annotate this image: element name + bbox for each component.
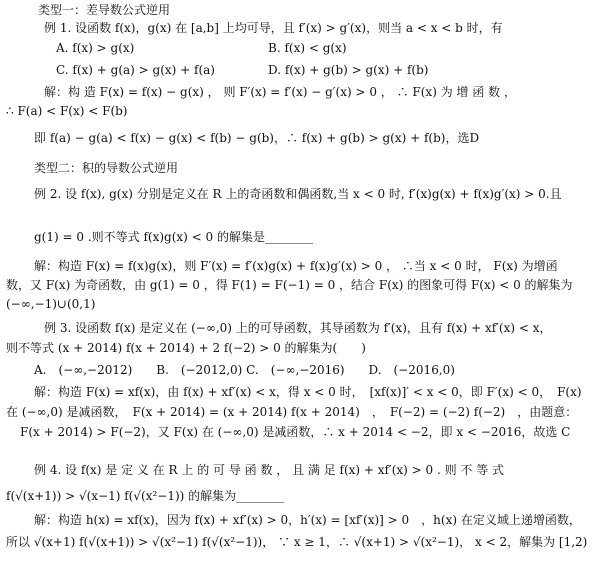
example-3-stem-line2: 则不等式 (x + 2014) f(x + 2014) + 2 f(−2) > 0 的解集为( ) <box>6 341 366 355</box>
example-1-solution-line1: 解：构 造 F(x) = f(x) − g(x) ， 则 F′(x) = f′(x) − g′(x) > 0 ， ∴ F(x) 为 增 函 数 ， <box>44 85 516 99</box>
example-2-stem-line1: 例 2. 设 f(x), g(x) 分别是定义在 R 上的奇函数和偶函数,当 x < 0 时, f′(x)g(x) + f(x)g′(x) > 0.且 <box>34 187 562 201</box>
example-1-solution-line3: 即 f(a) − g(a) < f(x) − g(x) < f(b) − g(b)，∴ f(x) + g(b) > g(x) + f(b)，选D <box>34 131 480 145</box>
example-2-stem-line2: g(1) = 0 .则不等式 f(x)g(x) < 0 的解集是________ <box>34 230 313 244</box>
example-1-solution-line2: ∴ F(a) < F(x) < F(b) <box>6 104 128 118</box>
example-1-option-d: D. f(x) + g(b) > g(x) + f(b) <box>268 63 429 77</box>
example-3-stem-line1: 例 3. 设函数 f(x) 是定义在 (−∞,0) 上的可导函数，其导函数为 f′(x)，且有 f(x) + xf′(x) < x， <box>44 321 552 335</box>
example-4-solution-line2: 所以 √(x+1) f(√(x+1)) > √(x²−1) f(√(x²−1))， ∵ x ≥ 1，∴ √(x+1) > √(x²−1)， x < 2，解集为 [1,2) <box>6 535 588 549</box>
example-3-options: A. (−∞,−2012) B. (−2012,0) C. (−∞,−2016) D. (−2016,0) <box>34 363 455 377</box>
example-1-option-c: C. f(x) + g(a) > g(x) + f(a) <box>56 63 215 77</box>
section-heading-type2: 类型二：积的导数公式逆用 <box>34 161 179 175</box>
example-2-solution-line2: 数，又 F(x) 为奇函数，由 g(1) = 0 ，得 F(1) = F(−1) = 0 ，结合 F(x) 的图象可得 F(x) < 0 的解集为 <box>6 278 573 292</box>
example-1-option-b: B. f(x) < g(x) <box>268 41 347 55</box>
example-4-stem-line2: f(√(x+1)) > √(x−1) f(√(x²−1)) 的解集为________ <box>6 489 285 503</box>
example-2-solution-line1: 解：构造 F(x) = f(x)g(x)，则 F′(x) = f′(x)g(x) + f(x)g′(x) > 0 ， ∴当 x < 0 时， F(x) 为增函 <box>34 259 558 273</box>
example-1-stem: 例 1. 设函数 f(x)，g(x) 在 [a,b] 上均可导，且 f′(x) > g′(x)，则当 a < x < b 时，有 <box>44 21 503 35</box>
example-3-solution-line2: 在 (−∞,0) 是减函数， F(x + 2014) = (x + 2014) f(x + 2014) ， F(−2) = (−2) f(−2) ，由题意： <box>6 405 578 419</box>
example-1-option-a: A. f(x) > g(x) <box>56 41 135 55</box>
example-4-solution-line1: 解：构造 h(x) = xf(x)，因为 f(x) + xf′(x) > 0，h′(x) = [xf′(x)] > 0 ，h(x) 在定义域上递增函数， <box>34 513 581 527</box>
example-4-stem-line1: 例 4. 设 f(x) 是 定 义 在 R 上 的 可 导 函 数 ， 且 满 足 f(x) + xf′(x) > 0 . 则 不 等 式 <box>34 463 505 477</box>
example-3-solution-line3: F(x + 2014) > F(−2)，又 F(x) 在 (−∞,0) 是减函数，∴ x + 2014 < −2，即 x < −2016，故选 C <box>20 425 571 439</box>
example-2-solution-line3: (−∞,−1)∪(0,1) <box>6 297 96 311</box>
example-3-solution-line1: 解：构造 F(x) = xf(x)，由 f(x) + xf′(x) < x，得 x < 0 时， [xf(x)]′ < x < 0，即 F′(x) < 0， F(x) <box>34 385 582 399</box>
section-heading-type1: 类型一：差导数公式逆用 <box>38 3 171 17</box>
